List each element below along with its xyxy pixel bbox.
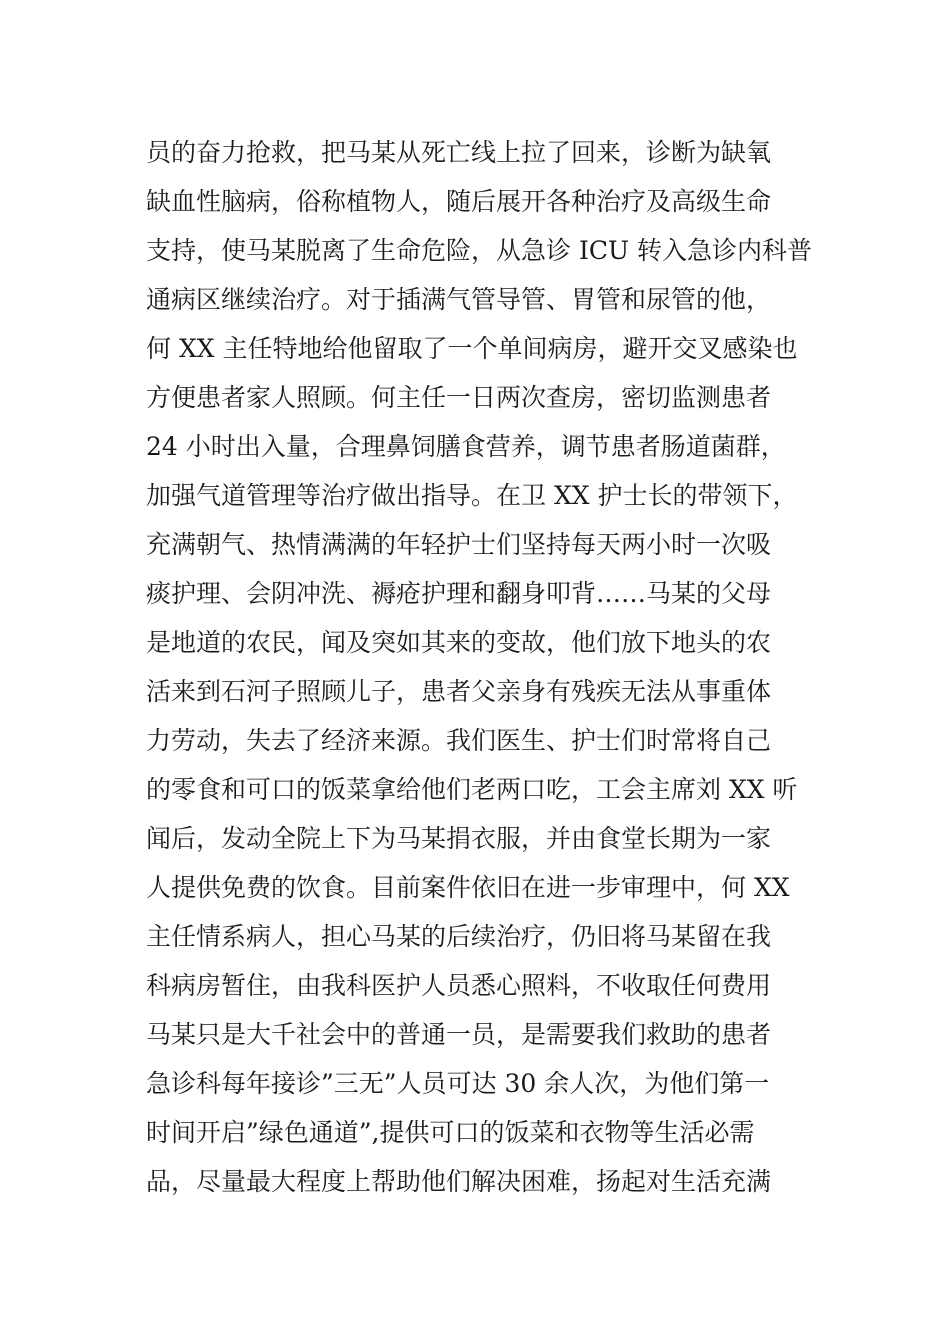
text-line: 24 小时出入量，合理鼻饲膳食营养，调节患者肠道菌群，: [146, 432, 786, 461]
body-text: [146, 133, 816, 1211]
text-line: 力劳动，失去了经济来源。我们医生、护士们时常将自己: [146, 726, 772, 755]
text-line: 加强气道管理等治疗做出指导。在卫 XX 护士长的带领下，: [146, 481, 798, 510]
text-line: 主任情系病人，担心马某的后续治疗，仍旧将马某留在我: [146, 922, 772, 951]
text-line: 何 XX 主任特地给他留取了一个单间病房，避开交叉感染也: [146, 334, 798, 363]
text-line: 品，尽量最大程度上帮助他们解决困难，扬起对生活充满: [146, 1167, 772, 1196]
text-line: 马某只是大千社会中的普通一员，是需要我们救助的患者: [146, 1020, 772, 1049]
text-line: 急诊科每年接诊”三无”人员可达 30 余人次，为他们第一: [146, 1069, 770, 1098]
text-line: 人提供免费的饮食。目前案件依旧在进一步审理中，何 XX: [146, 873, 790, 902]
text-line: 闻后，发动全院上下为马某捐衣服，并由食堂长期为一家: [146, 824, 772, 853]
text-line: 员的奋力抢救，把马某从死亡线上拉了回来，诊断为缺氧: [146, 138, 772, 167]
text-line: 活来到石河子照顾儿子，患者父亲身有残疾无法从事重体: [146, 677, 772, 706]
text-line: 方便患者家人照顾。何主任一日两次查房，密切监测患者: [146, 383, 772, 412]
text-line: 支持，使马某脱离了生命危险，从急诊 ICU 转入急诊内科普: [146, 236, 812, 265]
text-line: 通病区继续治疗。对于插满气管导管、胃管和尿管的他，: [146, 285, 772, 314]
text-line: 科病房暂住，由我科医护人员悉心照料，不收取任何费用: [146, 971, 772, 1000]
text-line: 的零食和可口的饭菜拿给他们老两口吃，工会主席刘 XX 听: [146, 775, 798, 804]
text-line: 缺血性脑病，俗称植物人，随后展开各种治疗及高级生命: [146, 187, 772, 216]
text-line: 痰护理、会阴冲洗、褥疮护理和翻身叩背……马某的父母: [146, 579, 772, 608]
text-line: 充满朝气、热情满满的年轻护士们坚持每天两小时一次吸: [146, 530, 772, 559]
text-line: 时间开启”绿色通道”,提供可口的饭菜和衣物等生活必需: [146, 1118, 755, 1147]
text-line: 是地道的农民，闻及突如其来的变故，他们放下地头的农: [146, 628, 772, 657]
